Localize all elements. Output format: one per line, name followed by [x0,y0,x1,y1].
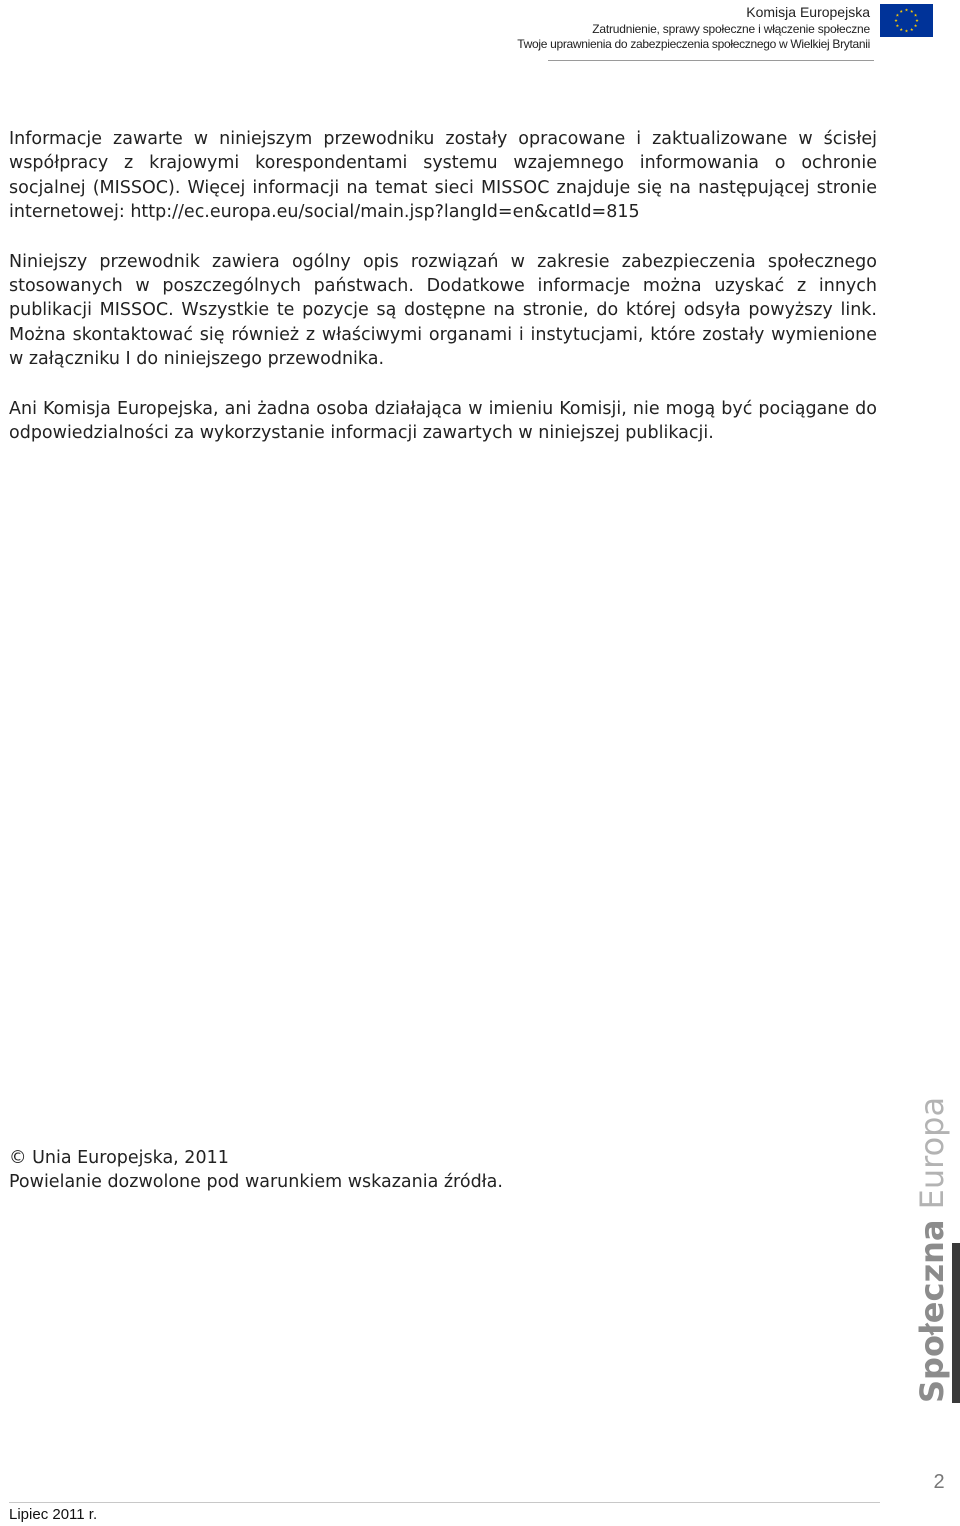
document-header [270,4,870,52]
brand-bar [952,1243,960,1403]
paragraph-missoc-text: Informacje zawarte w niniejszym przewodniku zostały opracowane i zaktualizowane w ścisłej współpracy z krajowymi korespondentami systemu wzajemnego informowania o ochronie socjalnej (MISSOC). Więcej informacji na temat sieci MISSOC znajduje się na następującej stronie internetowej: [9,129,877,223]
footer-divider [9,1502,880,1503]
eu-flag-icon [880,4,933,37]
paragraph-missoc [9,127,877,225]
directorate-name: Zatrudnienie, sprawy społeczne i włączenie społeczne [592,21,870,36]
organization-name: Komisja Europejska [746,4,870,20]
brand-word-spoleczna: Społeczna [913,1219,951,1403]
brand-vertical-text [913,1096,951,1403]
footer-date: Lipiec 2011 r. [9,1506,98,1523]
copyright-notice [9,1146,709,1195]
header-divider [548,60,874,61]
copyright-line: © Unia Europejska, 2011 [9,1148,229,1168]
paragraph-disclaimer: Ani Komisja Europejska, ani żadna osoba działająca w imieniu Komisji, nie mogą być pociągane do odpowiedzialności za wykorzystanie informacji zawartych w niniejszej publikacji. [9,398,877,444]
main-content [9,127,877,470]
brand-word-europa: Europa [913,1096,951,1210]
missoc-link[interactable]: http://ec.europa.eu/social/main.jsp?langId=en&catId=815 [130,202,640,223]
paragraph-guide-description: Niniejszy przewodnik zawiera ogólny opis rozwiązań w zakresie zabezpieczenia społecznego stosowanych w poszczególnych państwach. Dodatkowe informacje można uzyskać z innych publikacji MISSOC. Wszystkie te pozycje są dostępne na stronie, do której odsyła powyższy link. Można skontaktować się również z właściwymi organami i instytucjami, które zostały wymienione w załączniku I do niniejszego przewodnika. [9,251,877,370]
reproduction-notice: Powielanie dozwolone pod warunkiem wskazania źródła. [9,1172,503,1193]
page-number: 2 [933,1471,945,1493]
document-title: Twoje uprawnienia do zabezpieczenia społecznego w Wielkiej Brytanii [517,36,870,51]
